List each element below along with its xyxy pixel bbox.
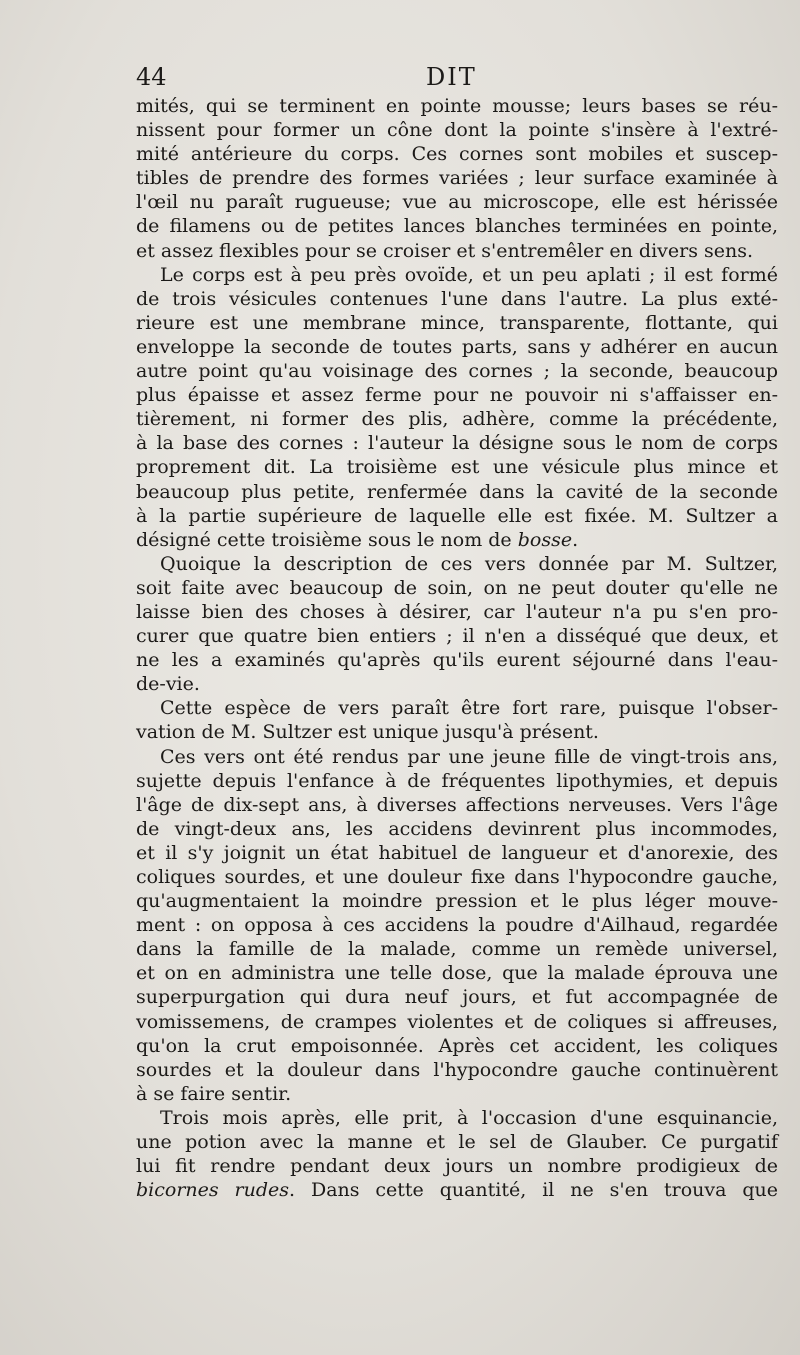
line-text: lui fit rendre pendant deux jours un nombre prodigieux de [136, 1155, 778, 1178]
text-line [136, 696, 778, 720]
text-line [136, 166, 778, 190]
text-line [136, 672, 778, 696]
text-line [136, 913, 778, 937]
text-line [136, 190, 778, 214]
text-line [136, 817, 778, 841]
body-text [136, 94, 778, 1202]
line-text: mité antérieure du corps. Ces cornes sont mobiles et suscep- [136, 143, 778, 166]
text-line [136, 383, 778, 407]
text-line [136, 1082, 778, 1106]
line-text: mités, qui se terminent en pointe mousse; leurs bases se réu- [136, 95, 778, 117]
line-text: proprement dit. La troisième est une vésicule plus mince et [136, 456, 778, 479]
line-text: beaucoup plus petite, renfermée dans la cavité de la seconde [136, 480, 778, 503]
text-line [136, 648, 778, 672]
line-text: une potion avec la manne et le sel de Glauber. Ce purgatif [136, 1131, 778, 1154]
text-line [136, 793, 778, 817]
line-text: nissent pour former un cône dont la pointe s'insère à l'extré- [136, 119, 778, 142]
line-text: autre point qu'au voisinage des cornes ; la seconde, beaucoup [136, 360, 778, 383]
line-text: à la partie supérieure de laquelle elle est fixée. M. Sultzer a [136, 504, 778, 527]
line-text: de trois vésicules contenues l'une dans l'autre. La plus exté- [136, 287, 778, 310]
line-text: qu'on la crut empoisonnée. Après cet accident, les coliques [136, 1034, 778, 1057]
line-text: plus épaisse et assez ferme pour ne pouvoir ni s'affaisser en- [136, 384, 778, 407]
text-line [136, 528, 778, 552]
text-line [136, 600, 778, 624]
line-text: et assez flexibles pour se croiser et s'entremêler en divers sens. [136, 239, 754, 262]
text-line [136, 552, 778, 576]
line-text: vation de M. Sultzer est unique jusqu'à présent. [136, 721, 599, 744]
line-text: l'œil nu paraît rugueuse; vue au microscope, elle est hérissée [136, 191, 778, 214]
line-text: à se faire sentir. [136, 1082, 292, 1105]
line-text-after: . [572, 528, 579, 551]
text-line [136, 359, 778, 383]
text-line [136, 769, 778, 793]
line-text-after: . Dans cette quantité, il ne s'en trouva que [289, 1179, 778, 1202]
text-line [136, 865, 778, 889]
text-line [136, 889, 778, 913]
text-line [136, 1010, 778, 1034]
text-line [136, 720, 778, 744]
text-line [136, 287, 778, 311]
text-line [136, 214, 778, 238]
line-text: l'âge de dix-sept ans, à diverses affections nerveuses. Vers l'âge [136, 793, 778, 816]
line-text: sourdes et la douleur dans l'hypocondre gauche continuèrent [136, 1058, 778, 1081]
line-text: ne les a examinés qu'après qu'ils eurent séjourné dans l'eau- [136, 649, 778, 672]
text-line [136, 118, 778, 142]
line-text: enveloppe la seconde de toutes parts, sans y adhérer en aucun [136, 335, 778, 358]
line-text: et il s'y joignit un état habituel de langueur et d'anorexie, des [136, 841, 778, 864]
text-line [136, 142, 778, 166]
line-text: de vingt-deux ans, les accidens devinrent plus incommodes, [136, 817, 778, 840]
line-text: dans la famille de la malade, comme un remède universel, [136, 938, 778, 961]
line-text: à la base des cornes : l'auteur la désigne sous le nom de corps [136, 432, 778, 455]
text-line [136, 335, 778, 359]
line-text: coliques sourdes, et une douleur fixe dans l'hypocondre gauche, [136, 866, 778, 888]
line-text: Cette espèce de vers paraît être fort rare, puisque l'obser- [160, 697, 778, 720]
line-text: soit faite avec beaucoup de soin, on ne peut douter qu'elle ne [136, 576, 778, 599]
line-italic: bicornes rudes [136, 1179, 290, 1202]
page-number: 44 [136, 63, 167, 91]
line-text: curer que quatre bien entiers ; il n'en a disséqué que deux, et [136, 625, 778, 648]
running-head: DIT [426, 63, 477, 91]
text-line [136, 1154, 778, 1178]
text-line [136, 1034, 778, 1058]
text-line [136, 504, 778, 528]
text-line [136, 1106, 778, 1130]
text-line [136, 745, 778, 769]
text-line [136, 239, 778, 263]
line-italic: bosse [517, 528, 573, 551]
text-line [136, 431, 778, 455]
text-line [136, 1178, 778, 1202]
text-line [136, 841, 778, 865]
line-text: vomissemens, de crampes violentes et de coliques si affreuses, [136, 1010, 778, 1033]
text-line [136, 455, 778, 479]
text-line [136, 1130, 778, 1154]
line-text: de-vie. [136, 673, 200, 696]
line-text: qu'augmentaient la moindre pression et le plus léger mouve- [136, 890, 778, 913]
text-line [136, 263, 778, 287]
line-text: sujette depuis l'enfance à de fréquentes lipothymies, et depuis [136, 769, 778, 792]
line-text: ment : on opposa à ces accidens la poudre d'Ailhaud, regardée [136, 914, 778, 937]
line-text: superpurgation qui dura neuf jours, et fut accompagnée de [136, 986, 778, 1009]
text-line [136, 407, 778, 431]
page-header [136, 60, 776, 94]
line-text: tièrement, ni former des plis, adhère, comme la précédente, [136, 408, 778, 431]
line-text: rieure est une membrane mince, transparente, flottante, qui [136, 311, 778, 334]
text-line [136, 624, 778, 648]
line-text: de filamens ou de petites lances blanches terminées en pointe, [136, 215, 778, 238]
text-line [136, 1058, 778, 1082]
line-text: Quoique la description de ces vers donnée par M. Sultzer, [160, 552, 778, 575]
line-text: et on en administra une telle dose, que la malade éprouva une [136, 962, 778, 985]
text-line [136, 311, 778, 335]
text-line [136, 961, 778, 985]
text-line [136, 480, 778, 504]
line-text: Trois mois après, elle prit, à l'occasion d'une esquinancie, [160, 1106, 778, 1129]
line-text: désigné cette troisième sous le nom de [136, 528, 518, 551]
text-line [136, 985, 778, 1009]
line-text: tibles de prendre des formes variées ; leur surface examinée à [136, 167, 778, 190]
text-line [136, 937, 778, 961]
text-line [136, 94, 778, 118]
line-text: laisse bien des choses à désirer, car l'auteur n'a pu s'en pro- [136, 600, 778, 623]
line-text: Ces vers ont été rendus par une jeune fille de vingt-trois ans, [160, 745, 778, 768]
text-line [136, 576, 778, 600]
line-text: Le corps est à peu près ovoïde, et un peu aplati ; il est formé [160, 263, 778, 286]
